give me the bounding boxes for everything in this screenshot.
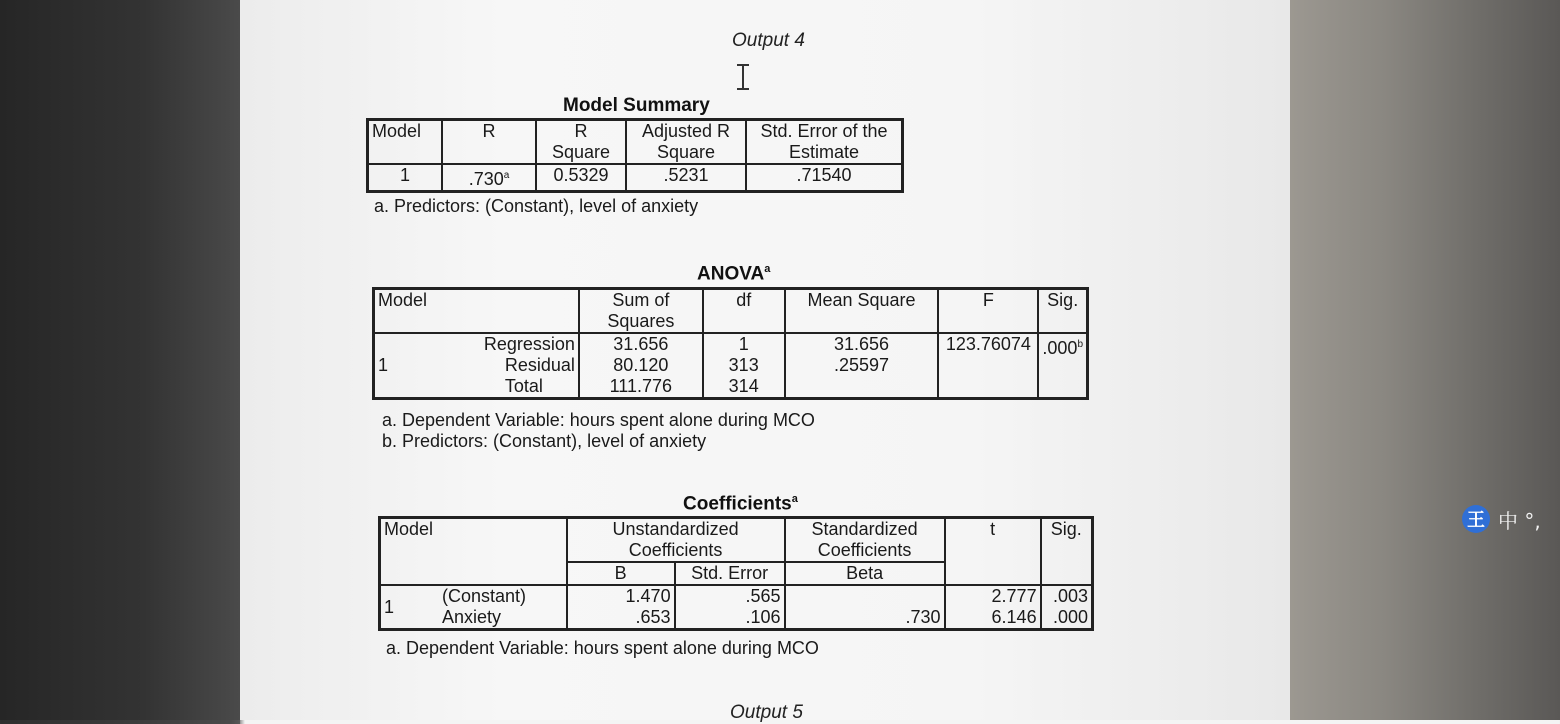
coef-cell-se: .106 <box>675 607 785 630</box>
model-summary-title: Model Summary <box>563 95 710 116</box>
anova-cell-ms: .25597 <box>785 355 939 376</box>
anova-table <box>372 287 1089 400</box>
cell-r: .730$^a$ <box>442 164 536 192</box>
coef-cell-se: .565 <box>675 585 785 607</box>
anova-model-number: 1 <box>378 355 389 375</box>
anova-cell-df: 314 <box>703 376 785 399</box>
anova-header-model: Model <box>374 289 579 334</box>
cell-adjusted-r-square: .5231 <box>626 164 746 192</box>
text-cursor-icon <box>737 64 749 90</box>
model-summary-footnote: a. Predictors: (Constant), level of anxiety <box>374 196 699 216</box>
coefficients-title: Coefficients$^a$ <box>683 493 798 515</box>
anova-cell-ss: 111.776 <box>579 376 703 399</box>
coef-cell-beta: .730 <box>785 607 945 630</box>
ime-mode-text[interactable]: 中 °, <box>1498 508 1541 533</box>
coefficients-table <box>378 516 1094 631</box>
anova-cell-ms <box>785 376 939 399</box>
coef-row-label: (Constant) <box>439 585 567 607</box>
coef-cell-b: 1.470 <box>567 585 675 607</box>
monitor-bezel-left <box>0 0 240 720</box>
output-5-title: Output 5 <box>730 702 803 723</box>
coef-cell-sig: .003 <box>1052 586 1088 606</box>
header-r: R <box>442 120 536 165</box>
output-4-title: Output 4 <box>732 30 805 51</box>
anova-row-label: Regression <box>437 333 579 355</box>
coef-header-model: Model <box>380 518 567 586</box>
cell-model: 1 <box>368 164 443 192</box>
coef-cell-t: 6.146 <box>945 607 1041 630</box>
header-r-square: R Square <box>536 120 626 165</box>
anova-cell-ss: 80.120 <box>579 355 703 376</box>
anova-footnote-a: a. Dependent Variable: hours spent alone during MCO <box>382 410 815 430</box>
anova-header-mean-square: Mean Square <box>785 289 939 334</box>
coef-header-standardized: Standardized Coefficients <box>785 518 945 563</box>
model-summary-table <box>366 118 904 193</box>
anova-cell-f: 123.76074 <box>938 333 1038 399</box>
ime-badge-icon[interactable]: 王 <box>1462 505 1490 533</box>
anova-title: ANOVA$^a$ <box>697 263 771 285</box>
coef-cell-b: .653 <box>567 607 675 630</box>
cell-r-square: 0.5329 <box>536 164 626 192</box>
coef-header-beta: Beta <box>785 562 945 585</box>
coefficients-footnote: a. Dependent Variable: hours spent alone during MCO <box>386 638 819 658</box>
coef-model-number: 1 <box>384 596 395 617</box>
header-adjusted-r-square: Adjusted R Square <box>626 120 746 165</box>
anova-row-label: Residual <box>437 355 579 376</box>
coef-row-label: Anxiety <box>439 607 567 630</box>
coef-header-sig: Sig. <box>1041 518 1093 586</box>
anova-cell-df: 313 <box>703 355 785 376</box>
anova-header-sum-of-squares: Sum of Squares <box>579 289 703 334</box>
coef-cell-t: 2.777 <box>945 585 1041 607</box>
anova-cell-df: 1 <box>703 333 785 355</box>
header-model: Model <box>368 120 443 165</box>
coef-cell-sig: .000 <box>1052 607 1088 627</box>
anova-header-f: F <box>938 289 1038 334</box>
coef-header-std-error: Std. Error <box>675 562 785 585</box>
anova-header-df: df <box>703 289 785 334</box>
coef-cell-beta <box>785 585 945 607</box>
coef-header-t: t <box>945 518 1041 586</box>
anova-footnote-b: b. Predictors: (Constant), level of anxiety <box>382 431 707 451</box>
anova-cell-ms: 31.656 <box>785 333 939 355</box>
anova-header-sig: Sig. <box>1047 290 1079 310</box>
anova-row-label: Total <box>437 376 579 399</box>
ime-indicator[interactable] <box>1462 504 1541 534</box>
anova-cell-ss: 31.656 <box>579 333 703 355</box>
anova-cell-sig: .000$^b$ <box>1042 338 1083 358</box>
monitor-bezel-right <box>1290 0 1560 720</box>
header-std-error: Std. Error of the Estimate <box>760 121 888 162</box>
cell-std-error: .71540 <box>796 165 852 185</box>
coef-header-unstandardized: Unstandardized Coefficients <box>567 518 785 563</box>
coef-header-b: B <box>567 562 675 585</box>
